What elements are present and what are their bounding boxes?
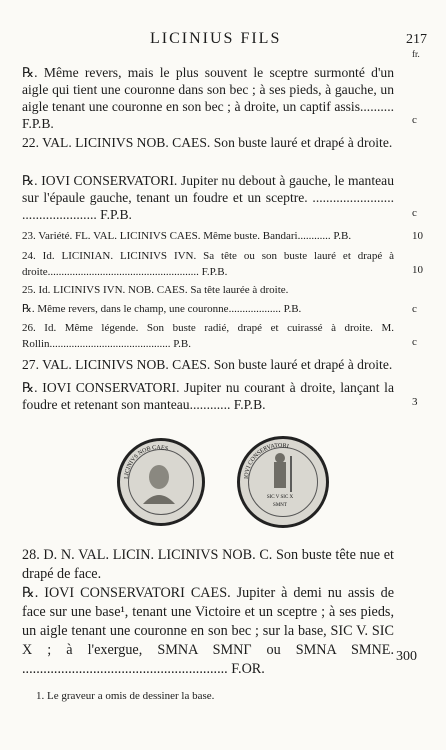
coin-legend-reverse: IOVI CONSERVATORI [243,442,290,480]
entry-price: c [412,207,417,219]
entry-price: 10 [412,230,423,242]
coin-base-inscription: SIC V SIC X [266,495,294,500]
coin-reverse-image [237,436,329,528]
entry-reverse-22: ℞. IOVI CONSERVATORI. Jupiter nu debout à gauche, le manteau sur l'épaule gauche, tenant un foudre et un sceptre. ........................ ...................... F.P.B. [22,173,394,222]
entry-price: 10 [412,264,423,276]
entry-24: 24. Id. LICINIAN. LICINIVS IVN. Sa tête ou son buste lauré et drapé à droite....................................................... F.P.B. [22,250,394,278]
entry-price: c [412,114,417,126]
entry-reverse-27: ℞. IOVI CONSERVATORI. Jupiter nu courant à droite, lançant la foudre et retenant son manteau............ F.P.B. [22,380,394,412]
entry-price: 3 [412,396,418,408]
entry-27: 27. VAL. LICINIVS NOB. CAES. Son buste lauré et drapé à droite. [22,357,393,372]
coin-exergue: SMNT [273,503,287,508]
coin-legend-obverse: LICINIVS NOB CAES [123,444,169,480]
entry-price: c [412,303,417,315]
entry-26: 26. Id. Même légende. Son buste radié, drapé et cuirassé à droite. M. Rollin............................................ P.B. [22,322,394,350]
footnote: 1. Le graveur a omis de dessiner la base. [36,690,215,702]
entry-price: c [412,336,417,348]
entry-22: 22. VAL. LICINIVS NOB. CAES. Son buste lauré et drapé à droite. [22,135,393,150]
entry-reverse-21: ℞. Même revers, mais le plus souvent le sceptre surmonté d'un aigle qui tient une couronne dans son bec ; à ses pieds, à gauche, un aigle tenant une couronne en son bec ; à droite, un captif assis.......... F.P.B. [22,65,394,131]
page-title: LICINIUS FILS [150,30,282,47]
coin-obverse-image [117,438,205,526]
entry-28: 28. D. N. VAL. LICIN. LICINIVS NOB. C. Son buste tête nue et drapé de face. [22,547,394,582]
column-heading: fr. [412,49,420,59]
entry-23: 23. Variété. FL. VAL. LICINIVS CAES. Même buste. Bandari............ P.B. [22,230,352,242]
entry-price: 300 [396,649,417,664]
page-number: 217 [406,32,427,47]
entry-25: 25. Id. LICINIVS IVN. NOB. CAES. Sa tête laurée à droite. [22,284,289,296]
entry-reverse-25: ℞. Même revers, dans le champ, une couronne................... P.B. [22,303,302,315]
jupiter-figure-icon [237,436,323,522]
bust-icon [117,438,199,520]
entry-reverse-28: ℞. IOVI CONSERVATORI CAES. Jupiter à demi nu assis de face sur une base¹, tenant une Victoire et un sceptre ; à ses pieds, un aigle tenant une couronne en son bec ; sur la base, SIC V. SIC X ; à l'exergue, SMNA SMNΓ ou SMNA SMNΕ. .......................................................... F.OR. [22,585,394,677]
